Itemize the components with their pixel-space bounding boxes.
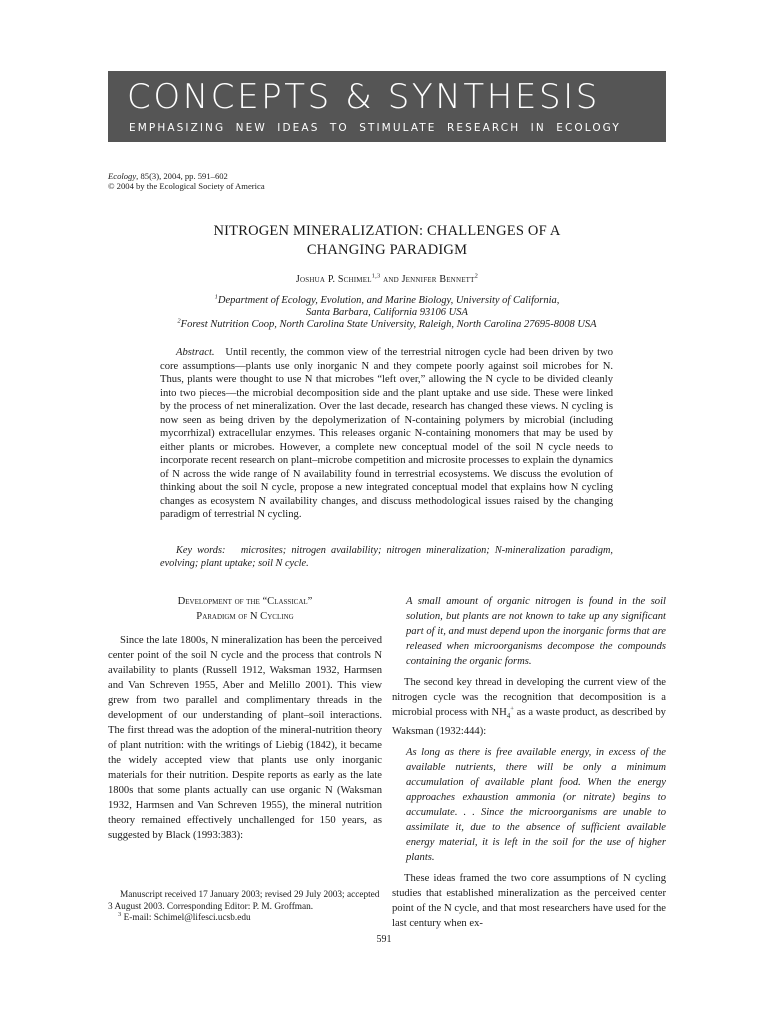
author-1-sup: 1,3: [371, 272, 381, 280]
affiliation-1-cont: Santa Barbara, California 93106 USA: [306, 307, 468, 318]
affiliation-1: $^1$Department of Ecology, Evolution, and Marine Biology, University of California,: [214, 293, 560, 306]
author-and: and: [380, 274, 402, 285]
affiliation-2: $^2$Forest Nutrition Coop, North Carolina State University, Raleigh, North Carolina 27695-8008 USA: [177, 317, 597, 330]
right-column: [392, 594, 666, 931]
footnotes: [108, 890, 382, 925]
author-1: Joshua P. Schimel: [295, 274, 372, 285]
body-paragraph: The second key thread in developing the current view of the nitrogen cycle was the recognition that decomposition is a microbial process with $NH_4^+$ as a waste product, as described by Waksman (1932:444):: [392, 677, 666, 738]
block-quote: As long as there is free available energy, in excess of the available nutrients, there will be only a minimum accumulation of available plant food. When the energy approaches exhaustion ammonia (or nitrate) begins to accumulate. . . Since the microorganisms are unable to assimilate it, due to the absence of sufficient available energy material, it is left in the soil for the use of higher plants.: [406, 747, 666, 864]
citation: [108, 172, 265, 191]
article-title: [108, 222, 666, 260]
keywords-label: Key words:: [176, 545, 226, 556]
title-line-2: CHANGING PARADIGM: [306, 242, 468, 258]
body-paragraph: Since the late 1800s, N mineralization has been the perceived center point of the soil N cycle and the process that controls N availability to plants (Russell 1912, Waksman 1932, Harmsen and Van Schreven 1955, Aber and Melillo 2001). This view grew from two parallel and complimentary threads in the development of our understanding of plant–soil interactions. The first thread was the adoption of the mineral-nutrition theory of plant nutrition: with the writings of Liebig (1842), it became the widely accepted view that plants use only inorganic materials for their nutrition. Despite reports as early as the late 1800s that some plants actually can use organic N (Waksman 1932, Harmsen and Van Schreven 1955), the mineral nutrition theory remained effectively unchallenged for 150 years, as suggested by Black (1993:383):: [108, 635, 382, 841]
author-line: [108, 274, 666, 285]
keywords: [160, 544, 613, 570]
banner-subtitle: EMPHASIZING NEW IDEAS TO STIMULATE RESEARCH IN ECOLOGY: [129, 122, 621, 134]
body-paragraph: These ideas framed the two core assumptions of N cycling studies that established mineralization as the perceived center point of the N cycle, and that most researchers have used for the last century when ex-: [392, 873, 666, 930]
email-footnote: $^3$ E-mail: Schimel@lifesci.ucsb.edu: [118, 910, 251, 923]
title-line-1: NITROGEN MINERALIZATION: CHALLENGES OF A: [213, 223, 561, 239]
manuscript-received: Manuscript received 17 January 2003; revised 29 July 2003; accepted 3 August 2003. Corresponding Editor: P. M. Groffman.: [108, 890, 380, 912]
keywords-text: microsites; nitrogen availability; nitrogen mineralization; N-mineralization paradigm, evolving; plant uptake; soil N cycle.: [160, 545, 613, 569]
left-column: [108, 594, 382, 843]
abstract-label: Abstract.: [176, 347, 215, 358]
block-quote: A small amount of organic nitrogen is found in the soil solution, but plants are not known to take up any significant part of it, and must depend upon the inorganic forms that are released when microorganisms decompose the compounds containing the organic forms.: [406, 596, 666, 667]
affiliations: [108, 295, 666, 331]
citation-details: , 85(3), 2004, pp. 591–602: [136, 171, 228, 181]
journal-name: Ecology: [108, 171, 137, 181]
banner-title: CONCEPTS & SYNTHESIS: [127, 77, 600, 117]
page-number: 591: [376, 934, 392, 945]
abstract: [160, 346, 613, 522]
section-heading: Development of the “Classical” Paradigm of N Cycling: [177, 596, 313, 622]
section-banner: [108, 71, 666, 142]
copyright: © 2004 by the Ecological Society of America: [108, 180, 265, 191]
author-2: Jennifer Bennett: [401, 274, 475, 285]
abstract-text: Until recently, the common view of the terrestrial nitrogen cycle had been driven by two core assumptions—plants use only inorganic N and they compete poorly against soil microbes for N. Thus, plants were thought to use N that microbes “left over,” allowing the N cycle to be divided cleanly into two pieces—the microbial decomposition side and the plant uptake and use side. These were linked by the process of net mineralization. Over the last decade, research has changed these views. N cycling is now seen as being driven by the depolymerization of N-containing polymers by microbial (including mycorrhizal) extracellular enzymes. This releases organic N-containing monomers that may be used by either plants or microbes. However, a complete new conceptual model of the soil N cycle needs to incorporate recent research on plant–microbe competition and microsite processes to explain the dynamics of N across the wide range of N availability found in terrestrial ecosystems. We discuss the evolution of thinking about the soil N cycle, propose a new integrated conceptual model that explains how N cycling changes as ecosystem N availability changes, and discuss methodological issues raised by the changing paradigm of terrestrial N cycling.: [160, 347, 613, 520]
author-2-sup: 2: [474, 272, 479, 280]
